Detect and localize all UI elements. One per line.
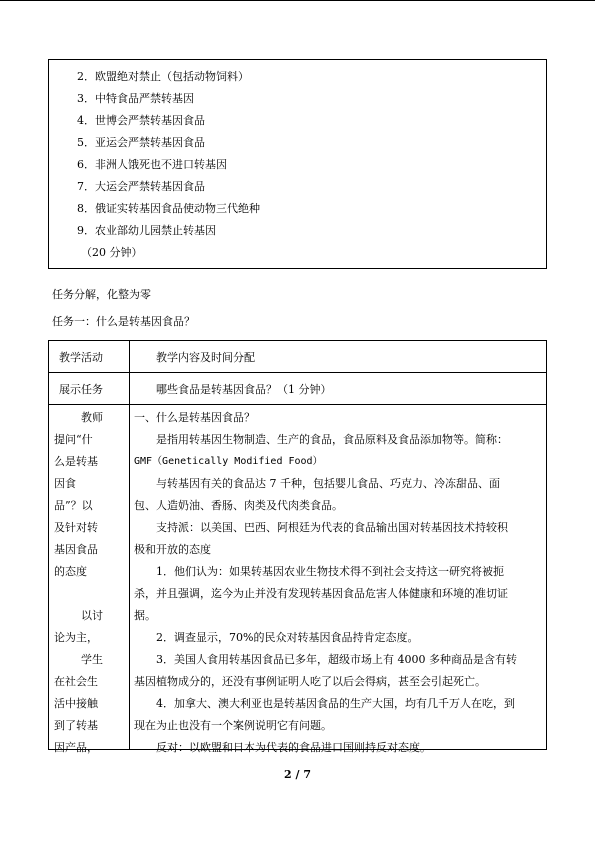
activity-line: 么是转基 [54, 455, 98, 468]
content-line: 支持派：以美国、巴西、阿根廷为代表的食品输出国对转基因技术持较积 [156, 521, 508, 534]
row-label-show-task: 展示任务 [49, 373, 130, 405]
row-content-show-task: 哪些食品是转基因食品？（1 分钟） [130, 373, 547, 405]
header-rule [0, 0, 595, 1]
page-number: 2 / 7 [284, 768, 311, 781]
table-row [49, 405, 547, 750]
list-item: 2．欧盟绝对禁止（包括动物饲料） [77, 70, 249, 83]
activity-line: 以讨 [81, 609, 103, 622]
section-heading: 任务分解，化整为零 [52, 288, 151, 301]
content-line: 极和开放的态度 [134, 543, 211, 556]
content-line: 杀，并且强调，迄今为止并没有发现转基因食品危害人体健康和环境的准切证 [134, 587, 508, 600]
list-item: 7．大运会严禁转基因食品 [77, 180, 205, 193]
ban-list-box [48, 59, 547, 269]
list-item: 4．世博会严禁转基因食品 [77, 114, 205, 127]
activity-line: 教师 [81, 411, 103, 424]
activity-line: 学生 [81, 653, 103, 666]
content-line: 包、人造奶油、香肠、肉类及代肉类食品。 [134, 499, 343, 512]
content-line: 现在为止也没有一个案例说明它有问题。 [134, 719, 332, 732]
list-item: 8．俄证实转基因食品使动物三代绝种 [77, 202, 260, 215]
activity-line: 提问“什 [54, 433, 93, 446]
activity-line: 品”？以 [54, 499, 93, 512]
content-line: 3．美国人食用转基因食品已多年，超级市场上有 4000 多种商品是含有转 [156, 653, 517, 666]
content-line: 是指用转基因生物制造、生产的食品，食品原料及食品添加物等。简称： [156, 433, 508, 446]
activity-line: 因食 [54, 477, 76, 490]
activity-line: 的态度 [54, 565, 87, 578]
content-line: 据。 [134, 609, 156, 622]
header-content: 教学内容及时间分配 [130, 341, 547, 373]
activity-line: 在社会生 [54, 675, 98, 688]
time-note: （20 分钟） [81, 246, 143, 259]
content-line: 一、什么是转基因食品？ [134, 411, 255, 424]
list-item: 6．非洲人饿死也不进口转基因 [77, 158, 227, 171]
content-line: 2．调查显示，70%的民众对转基因食品持肯定态度。 [156, 631, 419, 644]
content-line: 基因植物成分的，还没有事例证明人吃了以后会得病，甚至会引起死亡。 [134, 675, 486, 688]
activity-line: 活中接触 [54, 697, 98, 710]
activity-line: 论为主， [54, 631, 98, 644]
list-item: 3．中特食品严禁转基因 [77, 92, 194, 105]
task-heading: 任务一：什么是转基因食品？ [52, 315, 195, 328]
table-row [49, 373, 547, 405]
content-line: 反对：以欧盟和日本为代表的食品进口国则持反对态度。 [156, 741, 431, 754]
lesson-table [48, 340, 547, 754]
list-item: 5．亚运会严禁转基因食品 [77, 136, 205, 149]
activity-line: 因产品， [54, 741, 98, 754]
list-item: 9．农业部幼儿园禁止转基因 [77, 224, 216, 237]
activity-line: 到了转基 [54, 719, 98, 732]
table-header-row [49, 341, 547, 373]
content-cell [130, 405, 547, 754]
activity-line: 基因食品 [54, 543, 98, 556]
content-line: GMF（Genetically Modified Food） [134, 456, 323, 467]
activity-line: 及针对转 [54, 521, 98, 534]
content-line: 1．他们认为：如果转基因农业生物技术得不到社会支持这一研究将被扼 [156, 565, 504, 578]
content-line: 与转基因有关的食品达 7 千种，包括婴儿食品、巧克力、冷冻甜品、面 [156, 477, 500, 490]
activity-cell [49, 405, 130, 754]
content-line: 4．加拿大、澳大利亚也是转基因食品的生产大国，均有几千万人在吃，到 [156, 697, 515, 710]
header-activity: 教学活动 [49, 341, 130, 373]
